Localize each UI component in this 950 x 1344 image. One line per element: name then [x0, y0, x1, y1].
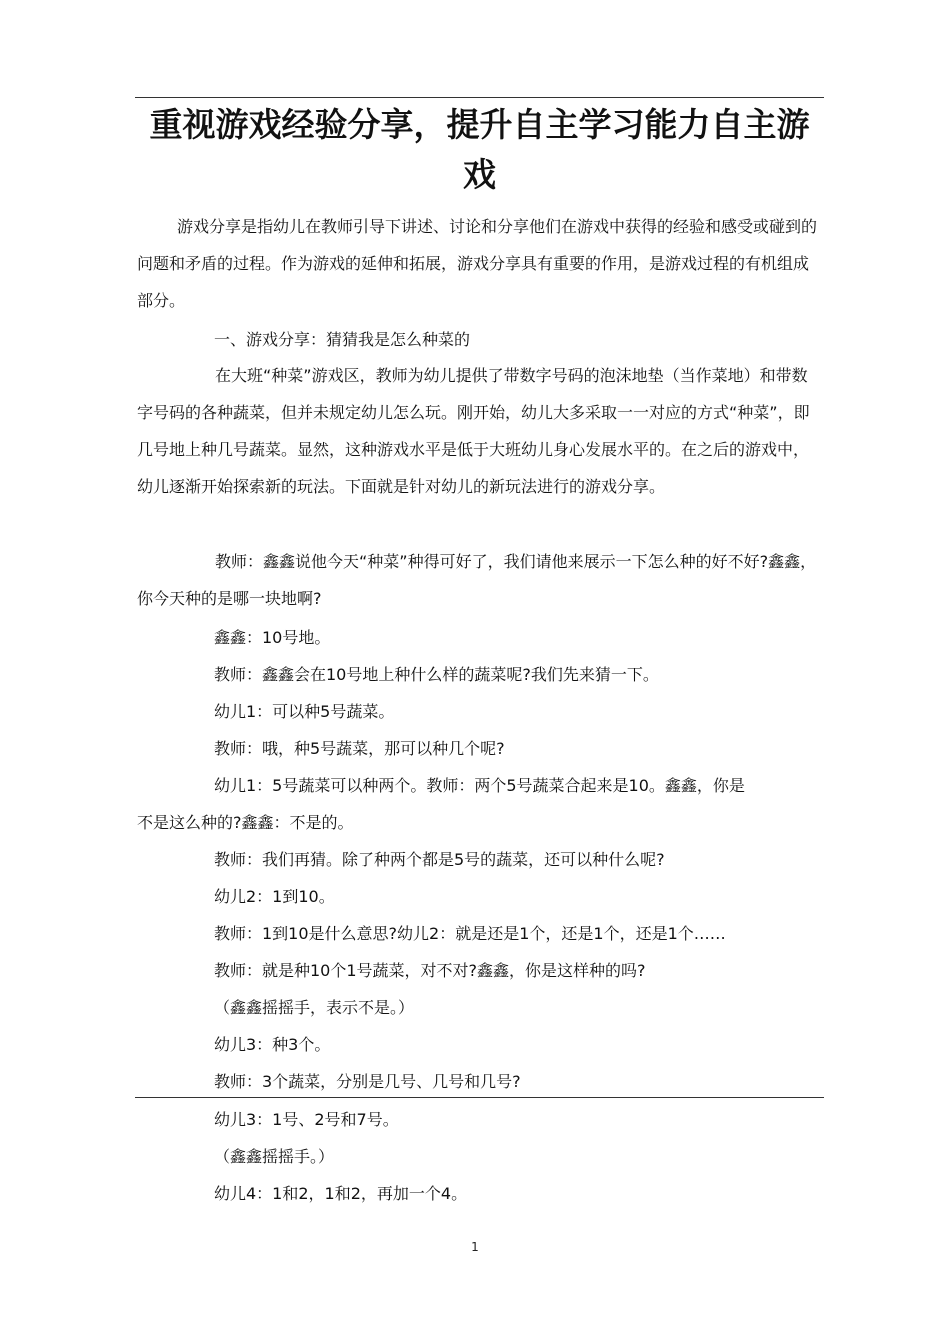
- paragraph-teacher-intro: 教师：鑫鑫说他今天“种菜”种得可好了，我们请他来展示一下怎么种的好不好?鑫鑫，你今天种的是哪一块地啊?: [137, 552, 817, 608]
- dialogue-line: 教师：1到10是什么意思?幼儿2：就是还是1个，还是1个，还是1个……: [214, 924, 726, 943]
- header-rule: [135, 97, 824, 98]
- paragraph-background: 在大班“种菜”游戏区，教师为幼儿提供了带数字号码的泡沫地垫（当作菜地）和带数字号码的各种蔬菜，但并未规定幼儿怎么玩。刚开始，幼儿大多采取一一对应的方式“种菜”，即几号地上种几号蔬菜。显然，这种游戏水平是低于大班幼儿身心发展水平的。在之后的游戏中，幼儿逐渐开始探索新的玩法。下面就是针对幼儿的新玩法进行的游戏分享。: [137, 366, 810, 496]
- section-rule: [135, 1097, 824, 1098]
- dialogue-line: （鑫鑫摇摇手。）: [214, 1147, 335, 1166]
- page-number: 1: [471, 1240, 479, 1254]
- section-heading: 一、游戏分享：猜猜我是怎么种菜的: [214, 330, 471, 349]
- paragraph-intro: 游戏分享是指幼儿在教师引导下讲述、讨论和分享他们在游戏中获得的经验和感受或碰到的问题和矛盾的过程。作为游戏的延伸和拓展，游戏分享具有重要的作用，是游戏过程的有机组成部分。: [137, 217, 818, 310]
- dialogue-line: 幼儿3：种3个。: [214, 1035, 331, 1054]
- dialogue-line: 幼儿4：1和2，1和2，再加一个4。: [214, 1184, 468, 1203]
- dialogue-line: 教师：哦，种5号蔬菜，那可以种几个呢?: [214, 739, 505, 758]
- document-title: 重视游戏经验分享，提升自主学习能力自主游戏: [149, 105, 810, 194]
- dialogue-line: 教师：3个蔬菜，分别是几号、几号和几号?: [214, 1072, 521, 1091]
- dialogue-line: 幼儿1：可以种5号蔬菜。: [214, 702, 395, 721]
- dialogue-line: （鑫鑫摇摇手，表示不是。）: [214, 998, 415, 1017]
- dialogue-line: 教师：我们再猜。除了种两个都是5号的蔬菜，还可以种什么呢?: [214, 850, 665, 869]
- dialogue-line: 不是这么种的?鑫鑫：不是的。: [137, 813, 354, 832]
- dialogue-line: 鑫鑫：10号地。: [214, 628, 331, 647]
- dialogue-line: 幼儿3：1号、2号和7号。: [214, 1110, 399, 1129]
- dialogue-line: 幼儿2：1到10。: [214, 887, 335, 906]
- dialogue-line: 教师：就是种10个1号蔬菜，对不对?鑫鑫，你是这样种的吗?: [214, 961, 646, 980]
- dialogue-line: 幼儿1：5号蔬菜可以种两个。教师：两个5号蔬菜合起来是10。鑫鑫，你是: [214, 776, 745, 795]
- dialogue-line: 教师：鑫鑫会在10号地上种什么样的蔬菜呢?我们先来猜一下。: [214, 665, 659, 684]
